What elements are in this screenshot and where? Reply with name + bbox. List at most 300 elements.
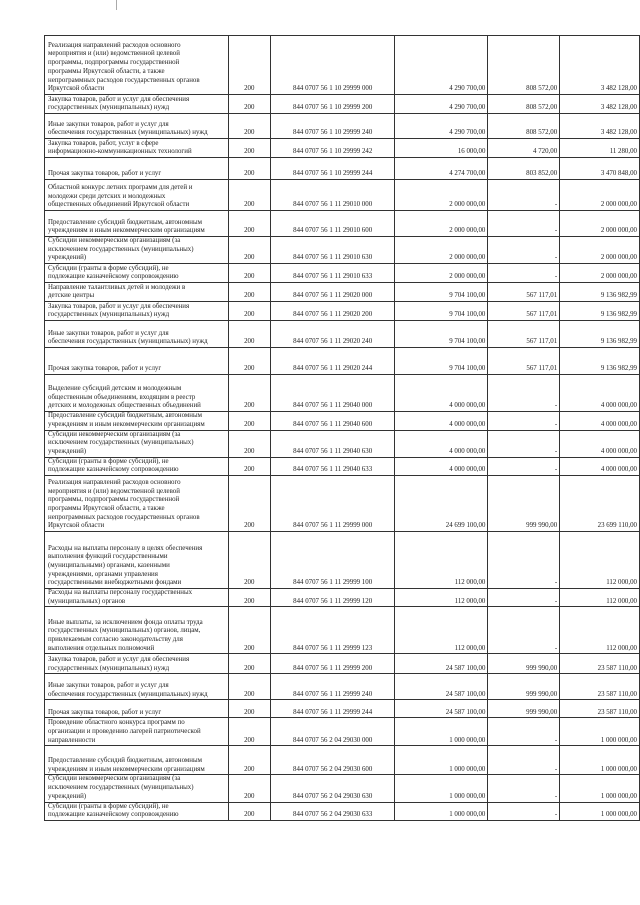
row-code-text: 200: [244, 664, 255, 672]
row-name-line: Реализация направлений расходов основного: [48, 41, 181, 49]
row-name-line: Иные выплаты, за исключением фонда оплаты труда: [48, 618, 203, 626]
row-executed-amount-text: -: [554, 736, 558, 744]
row-remaining-amount-cell: [560, 114, 640, 139]
table-row: [45, 775, 640, 802]
row-name-cell: [45, 211, 229, 237]
row-kbk-cell: [270, 700, 395, 718]
row-executed-amount-text: -: [554, 227, 558, 235]
row-kbk-cell: [270, 139, 395, 158]
row-assigned-amount-text: 112 000,00: [454, 579, 486, 587]
row-name-line: Прочая закупка товаров, работ и услуг: [48, 365, 162, 373]
row-code-text: 200: [244, 708, 255, 716]
table-row: [45, 412, 640, 430]
row-name-line: Закупка товаров, работ и услуг для обеспечения: [48, 656, 190, 664]
row-code-text: 200: [244, 811, 255, 819]
row-code-cell: [228, 158, 270, 180]
row-name-cell: [45, 264, 229, 283]
row-executed-amount-cell: [488, 654, 560, 674]
row-kbk-cell: [270, 674, 395, 700]
row-name-line: учреждениям и иным некоммерческим организациям: [48, 765, 205, 773]
row-assigned-amount-cell: [395, 457, 488, 475]
row-kbk-cell: [270, 654, 395, 674]
row-executed-amount-cell: [488, 802, 560, 820]
row-kbk-cell: [270, 430, 395, 457]
row-remaining-amount-cell: [560, 180, 640, 211]
row-name-line: Предоставление субсидий бюджетным, автономным: [48, 218, 202, 226]
row-executed-amount-text: 803 852,00: [526, 170, 558, 178]
row-code-text: 200: [244, 447, 255, 455]
row-name-line: общественных объединений Иркутской области: [48, 201, 190, 209]
row-kbk-cell: [270, 457, 395, 475]
row-remaining-amount-cell: [560, 802, 640, 820]
row-assigned-amount-text: 24 587 100,00: [445, 664, 486, 672]
row-remaining-amount-text: 9 136 982,99: [600, 365, 637, 373]
row-name-line: Иркутской области: [48, 522, 105, 530]
row-code-cell: [228, 476, 270, 532]
row-name-line: Субсидии (гранты в форме субсидий), не: [48, 264, 169, 272]
row-assigned-amount-text: 112 000,00: [454, 597, 486, 605]
row-name-line: организации и проведению лагерей патриотической: [48, 728, 201, 736]
row-name-cell: [45, 412, 229, 430]
row-remaining-amount-text: 11 280,00: [609, 148, 637, 156]
table-row: [45, 139, 640, 158]
row-remaining-amount-cell: [560, 532, 640, 589]
row-code-cell: [228, 348, 270, 375]
row-kbk-cell: [270, 36, 395, 95]
row-kbk-text: 844 0707 56 1 11 29020 240: [293, 338, 373, 346]
table-row: [45, 114, 640, 139]
row-name-cell: [45, 302, 229, 321]
row-assigned-amount-cell: [395, 775, 488, 802]
row-code-text: 200: [244, 201, 255, 209]
row-executed-amount-text: 567 117,01: [526, 311, 558, 319]
row-code-cell: [228, 589, 270, 607]
row-name-line: мероприятия и (или) ведомственной целевой: [48, 50, 180, 58]
row-assigned-amount-cell: [395, 674, 488, 700]
row-name-cell: [45, 321, 229, 348]
row-name-line: информационно-коммуникационных технологий: [48, 148, 192, 156]
table-row: [45, 375, 640, 412]
row-executed-amount-cell: [488, 775, 560, 802]
row-assigned-amount-text: 16 000,00: [457, 148, 486, 156]
row-name-line: программы Иркутской области, а также: [48, 504, 165, 512]
row-kbk-text: 844 0707 56 2 04 29030 630: [293, 792, 373, 800]
row-code-text: 200: [244, 292, 255, 300]
row-kbk-text: 844 0707 56 1 10 29999 244: [293, 170, 373, 178]
row-assigned-amount-text: 1 000 000,00: [449, 765, 486, 773]
row-remaining-amount-cell: [560, 348, 640, 375]
row-name-cell: [45, 348, 229, 375]
row-remaining-amount-text: 9 136 982,99: [600, 292, 637, 300]
row-code-text: 200: [244, 254, 255, 262]
row-assigned-amount-cell: [395, 264, 488, 283]
row-code-cell: [228, 674, 270, 700]
row-name-line: Предоставление субсидий бюджетным, автономным: [48, 412, 202, 420]
table-row: [45, 718, 640, 746]
row-executed-amount-cell: [488, 457, 560, 475]
row-remaining-amount-text: 3 482 128,00: [600, 129, 637, 137]
row-kbk-cell: [270, 321, 395, 348]
table-row: [45, 211, 640, 237]
row-name-line: (муниципальными) органами, казенными: [48, 561, 170, 569]
row-name-line: Субсидии некоммерческим организациям (за: [48, 237, 181, 244]
row-code-text: 200: [244, 338, 255, 346]
table-row: [45, 95, 640, 114]
row-remaining-amount-text: 3 470 848,00: [600, 170, 637, 178]
row-assigned-amount-cell: [395, 589, 488, 607]
row-executed-amount-text: 567 117,01: [526, 338, 558, 346]
row-executed-amount-text: -: [554, 792, 558, 800]
row-name-cell: [45, 158, 229, 180]
row-assigned-amount-cell: [395, 302, 488, 321]
row-executed-amount-cell: [488, 532, 560, 589]
row-assigned-amount-text: 4 274 700,00: [449, 170, 486, 178]
row-name-cell: [45, 718, 229, 746]
row-name-line: Субсидии некоммерческим организациям (за: [48, 430, 181, 438]
row-remaining-amount-cell: [560, 457, 640, 475]
row-name-cell: [45, 237, 229, 264]
row-executed-amount-text: -: [554, 579, 558, 587]
row-executed-amount-text: 4 720,00: [533, 148, 558, 156]
row-kbk-cell: [270, 532, 395, 589]
row-executed-amount-text: -: [554, 254, 558, 262]
row-code-text: 200: [244, 644, 255, 652]
row-remaining-amount-cell: [560, 36, 640, 95]
row-assigned-amount-cell: [395, 654, 488, 674]
row-kbk-cell: [270, 375, 395, 412]
row-executed-amount-text: 808 572,00: [526, 85, 558, 93]
row-code-text: 200: [244, 129, 255, 137]
row-remaining-amount-text: 2 000 000,00: [600, 254, 637, 262]
row-kbk-cell: [270, 775, 395, 802]
row-assigned-amount-text: 2 000 000,00: [449, 273, 486, 281]
row-name-cell: [45, 775, 229, 802]
row-assigned-amount-text: 9 704 100,00: [449, 292, 486, 300]
row-code-cell: [228, 700, 270, 718]
row-remaining-amount-cell: [560, 775, 640, 802]
row-code-text: 200: [244, 148, 255, 156]
row-assigned-amount-text: 24 699 100,00: [445, 522, 486, 530]
row-assigned-amount-cell: [395, 375, 488, 412]
row-assigned-amount-cell: [395, 746, 488, 775]
row-name-cell: [45, 139, 229, 158]
row-name-line: мероприятия и (или) ведомственной целевой: [48, 487, 180, 495]
row-assigned-amount-text: 4 000 000,00: [449, 447, 486, 455]
row-kbk-text: 844 0707 56 1 10 29999 200: [293, 104, 373, 112]
row-code-text: 200: [244, 466, 255, 474]
row-name-cell: [45, 457, 229, 475]
row-executed-amount-text: 999 990,00: [526, 690, 558, 698]
row-name-line: государственными внебюджетными фондами: [48, 579, 182, 587]
row-name-line: Расходы на выплаты персоналу в целях обеспечения: [48, 544, 203, 552]
row-name-line: привлекаемым согласно законодательству для: [48, 636, 183, 644]
row-remaining-amount-cell: [560, 476, 640, 532]
row-assigned-amount-cell: [395, 321, 488, 348]
row-name-line: Прочая закупка товаров, работ и услуг: [48, 170, 162, 178]
table-row: [45, 674, 640, 700]
table-row: [45, 158, 640, 180]
row-code-cell: [228, 775, 270, 802]
row-code-cell: [228, 457, 270, 475]
row-code-cell: [228, 802, 270, 820]
row-remaining-amount-text: 2 000 000,00: [600, 273, 637, 281]
row-executed-amount-cell: [488, 700, 560, 718]
table-row: [45, 348, 640, 375]
row-assigned-amount-text: 2 000 000,00: [449, 227, 486, 235]
row-name-cell: [45, 589, 229, 607]
row-kbk-cell: [270, 412, 395, 430]
row-code-text: 200: [244, 522, 255, 530]
row-assigned-amount-cell: [395, 700, 488, 718]
row-executed-amount-cell: [488, 375, 560, 412]
row-name-line: непрограммных расходов государственных органов: [48, 76, 200, 84]
row-name-line: Субсидии (гранты в форме субсидий), не: [48, 457, 169, 465]
row-remaining-amount-text: 112 000,00: [606, 644, 637, 652]
table-row: [45, 457, 640, 475]
row-assigned-amount-cell: [395, 36, 488, 95]
table-row: [45, 264, 640, 283]
row-remaining-amount-text: 1 000 000,00: [600, 792, 637, 800]
row-name-line: подлежащие казначейскому сопровождению: [48, 811, 179, 819]
row-remaining-amount-text: 9 136 982,99: [600, 311, 637, 319]
row-name-line: обеспечения государственных (муниципальных) нужд: [48, 690, 208, 698]
row-executed-amount-cell: [488, 36, 560, 95]
table-row: [45, 283, 640, 302]
row-kbk-cell: [270, 264, 395, 283]
row-remaining-amount-cell: [560, 589, 640, 607]
row-name-cell: [45, 802, 229, 820]
row-name-line: Закупка товаров, работ, услуг в сфере: [48, 139, 159, 147]
row-executed-amount-text: -: [554, 447, 558, 455]
row-assigned-amount-text: 2 000 000,00: [449, 201, 486, 209]
row-remaining-amount-cell: [560, 375, 640, 412]
row-kbk-text: 844 0707 56 1 11 29999 200: [293, 664, 373, 672]
row-name-line: исключением государственных (муниципальных): [48, 245, 194, 253]
row-name-line: Областной конкурс летних программ для детей и: [48, 183, 193, 191]
row-kbk-text: 844 0707 56 1 10 29999 000: [293, 85, 373, 93]
row-executed-amount-cell: [488, 114, 560, 139]
row-remaining-amount-cell: [560, 718, 640, 746]
row-name-line: Направление талантливых детей и молодежи в: [48, 283, 186, 291]
row-remaining-amount-text: 1 000 000,00: [600, 811, 637, 819]
row-assigned-amount-text: 1 000 000,00: [449, 792, 486, 800]
row-kbk-cell: [270, 95, 395, 114]
budget-execution-table: [44, 35, 640, 821]
row-code-cell: [228, 375, 270, 412]
row-assigned-amount-text: 24 587 100,00: [445, 690, 486, 698]
row-name-line: Выделение субсидий детским и молодежным: [48, 385, 182, 392]
row-kbk-cell: [270, 302, 395, 321]
row-kbk-cell: [270, 802, 395, 820]
row-name-line: Субсидии (гранты в форме субсидий), не: [48, 802, 169, 810]
row-name-line: программы, подпрограммы государственной: [48, 59, 180, 67]
row-kbk-text: 844 0707 56 1 11 29010 630: [293, 254, 373, 262]
table-row: [45, 607, 640, 654]
row-assigned-amount-text: 9 704 100,00: [449, 311, 486, 319]
row-kbk-cell: [270, 283, 395, 302]
row-kbk-cell: [270, 476, 395, 532]
row-name-line: Закупка товаров, работ и услуг для обеспечения: [48, 95, 190, 103]
row-code-cell: [228, 237, 270, 264]
row-name-line: молодежи среди детских и молодежных: [48, 192, 166, 200]
row-assigned-amount-cell: [395, 802, 488, 820]
row-assigned-amount-cell: [395, 532, 488, 589]
row-code-text: 200: [244, 402, 255, 410]
row-assigned-amount-text: 4 000 000,00: [449, 466, 486, 474]
table-row: [45, 532, 640, 589]
row-name-cell: [45, 532, 229, 589]
row-assigned-amount-text: 2 000 000,00: [449, 254, 486, 262]
row-code-text: 200: [244, 597, 255, 605]
table-row: [45, 302, 640, 321]
row-code-cell: [228, 430, 270, 457]
row-executed-amount-cell: [488, 589, 560, 607]
row-name-line: обеспечения государственных (муниципальных) нужд: [48, 338, 208, 346]
row-code-cell: [228, 264, 270, 283]
row-executed-amount-text: 999 990,00: [526, 708, 558, 716]
row-executed-amount-cell: [488, 283, 560, 302]
row-code-text: 200: [244, 736, 255, 744]
row-assigned-amount-text: 9 704 100,00: [449, 338, 486, 346]
row-executed-amount-cell: [488, 607, 560, 654]
row-code-text: 200: [244, 420, 255, 428]
row-remaining-amount-text: 112 000,00: [606, 579, 637, 587]
row-executed-amount-text: 567 117,01: [526, 292, 558, 300]
row-executed-amount-cell: [488, 321, 560, 348]
row-name-line: Предоставление субсидий бюджетным, автономным: [48, 757, 202, 765]
row-name-line: учреждений): [48, 447, 87, 455]
row-name-line: государственных (муниципальных) нужд: [48, 104, 170, 112]
row-name-cell: [45, 283, 229, 302]
scan-edge-mark: [116, 0, 117, 10]
row-remaining-amount-text: 4 000 000,00: [600, 447, 637, 455]
row-name-line: Субсидии некоммерческим организациям (за: [48, 775, 181, 783]
row-name-cell: [45, 36, 229, 95]
row-assigned-amount-cell: [395, 476, 488, 532]
row-code-text: 200: [244, 365, 255, 373]
row-remaining-amount-cell: [560, 158, 640, 180]
row-code-cell: [228, 36, 270, 95]
row-remaining-amount-cell: [560, 700, 640, 718]
row-executed-amount-text: -: [554, 597, 558, 605]
row-name-line: государственных (муниципальных) органов, лицам,: [48, 627, 201, 635]
row-name-line: исключением государственных (муниципальных): [48, 439, 194, 447]
row-remaining-amount-cell: [560, 321, 640, 348]
row-name-line: государственных (муниципальных) нужд: [48, 311, 170, 319]
row-executed-amount-text: -: [554, 811, 558, 819]
row-assigned-amount-cell: [395, 430, 488, 457]
row-kbk-cell: [270, 607, 395, 654]
table-row: [45, 700, 640, 718]
row-kbk-text: 844 0707 56 1 10 29999 242: [293, 148, 373, 156]
row-remaining-amount-cell: [560, 412, 640, 430]
row-kbk-cell: [270, 211, 395, 237]
row-code-text: 200: [244, 690, 255, 698]
row-name-cell: [45, 430, 229, 457]
row-executed-amount-text: 808 572,00: [526, 129, 558, 137]
row-assigned-amount-cell: [395, 139, 488, 158]
row-kbk-text: 844 0707 56 1 11 29040 600: [293, 420, 373, 428]
row-code-cell: [228, 95, 270, 114]
row-name-line: Расходы на выплаты персоналу государственных: [48, 589, 193, 597]
row-kbk-text: 844 0707 56 2 04 29030 633: [293, 811, 373, 819]
row-executed-amount-text: -: [554, 201, 558, 209]
row-executed-amount-text: -: [554, 765, 558, 773]
row-executed-amount-cell: [488, 476, 560, 532]
row-executed-amount-text: 808 572,00: [526, 104, 558, 112]
row-assigned-amount-cell: [395, 211, 488, 237]
row-remaining-amount-text: 4 000 000,00: [600, 402, 637, 410]
row-code-cell: [228, 180, 270, 211]
row-kbk-cell: [270, 589, 395, 607]
row-executed-amount-cell: [488, 348, 560, 375]
row-kbk-text: 844 0707 56 1 11 29999 000: [293, 522, 373, 530]
row-name-line: детские центры: [48, 292, 95, 300]
row-remaining-amount-text: 2 000 000,00: [600, 227, 637, 235]
row-remaining-amount-text: 4 000 000,00: [600, 420, 637, 428]
row-executed-amount-cell: [488, 158, 560, 180]
row-name-cell: [45, 114, 229, 139]
row-assigned-amount-cell: [395, 237, 488, 264]
row-assigned-amount-cell: [395, 348, 488, 375]
table-row: [45, 36, 640, 95]
row-kbk-cell: [270, 114, 395, 139]
row-executed-amount-cell: [488, 95, 560, 114]
row-name-line: детских и молодежных общественных объединений: [48, 402, 201, 410]
row-assigned-amount-text: 4 290 700,00: [449, 85, 486, 93]
row-assigned-amount-cell: [395, 607, 488, 654]
row-executed-amount-cell: [488, 412, 560, 430]
row-name-line: учреждений): [48, 792, 87, 800]
row-executed-amount-cell: [488, 302, 560, 321]
row-name-cell: [45, 375, 229, 412]
row-kbk-text: 844 0707 56 1 11 29020 200: [293, 311, 373, 319]
row-assigned-amount-text: 4 290 700,00: [449, 104, 486, 112]
row-name-line: (муниципальных) органов: [48, 597, 126, 605]
row-name-cell: [45, 476, 229, 532]
row-kbk-text: 844 0707 56 1 11 29010 633: [293, 273, 373, 281]
row-executed-amount-text: -: [554, 273, 558, 281]
row-kbk-cell: [270, 237, 395, 264]
row-name-line: Иные закупки товаров, работ и услуг для: [48, 329, 169, 337]
row-executed-amount-cell: [488, 430, 560, 457]
row-kbk-text: 844 0707 56 1 11 29010 000: [293, 201, 373, 209]
row-kbk-text: 844 0707 56 1 11 29040 633: [293, 466, 373, 474]
row-code-cell: [228, 532, 270, 589]
row-name-line: учреждениям и иным некоммерческим организациям: [48, 227, 205, 235]
row-name-line: Иркутской области: [48, 85, 105, 93]
row-name-line: Прочая закупка товаров, работ и услуг: [48, 708, 162, 716]
row-name-line: Реализация направлений расходов основного: [48, 478, 181, 486]
row-assigned-amount-cell: [395, 718, 488, 746]
row-name-line: подлежащие казначейскому сопровождению: [48, 273, 179, 281]
row-remaining-amount-cell: [560, 283, 640, 302]
row-code-text: 200: [244, 765, 255, 773]
row-assigned-amount-text: 24 587 100,00: [445, 708, 486, 716]
row-executed-amount-cell: [488, 139, 560, 158]
row-kbk-text: 844 0707 56 1 10 29999 240: [293, 129, 373, 137]
row-kbk-cell: [270, 746, 395, 775]
row-assigned-amount-cell: [395, 283, 488, 302]
row-name-line: программы Иркутской области, а также: [48, 67, 165, 75]
row-executed-amount-text: -: [554, 466, 558, 474]
row-code-cell: [228, 718, 270, 746]
row-name-line: выполнения отдельных полномочий: [48, 644, 155, 652]
row-executed-amount-cell: [488, 264, 560, 283]
row-executed-amount-cell: [488, 211, 560, 237]
row-remaining-amount-text: 9 136 982,99: [600, 338, 637, 346]
row-remaining-amount-text: 1 000 000,00: [600, 765, 637, 773]
